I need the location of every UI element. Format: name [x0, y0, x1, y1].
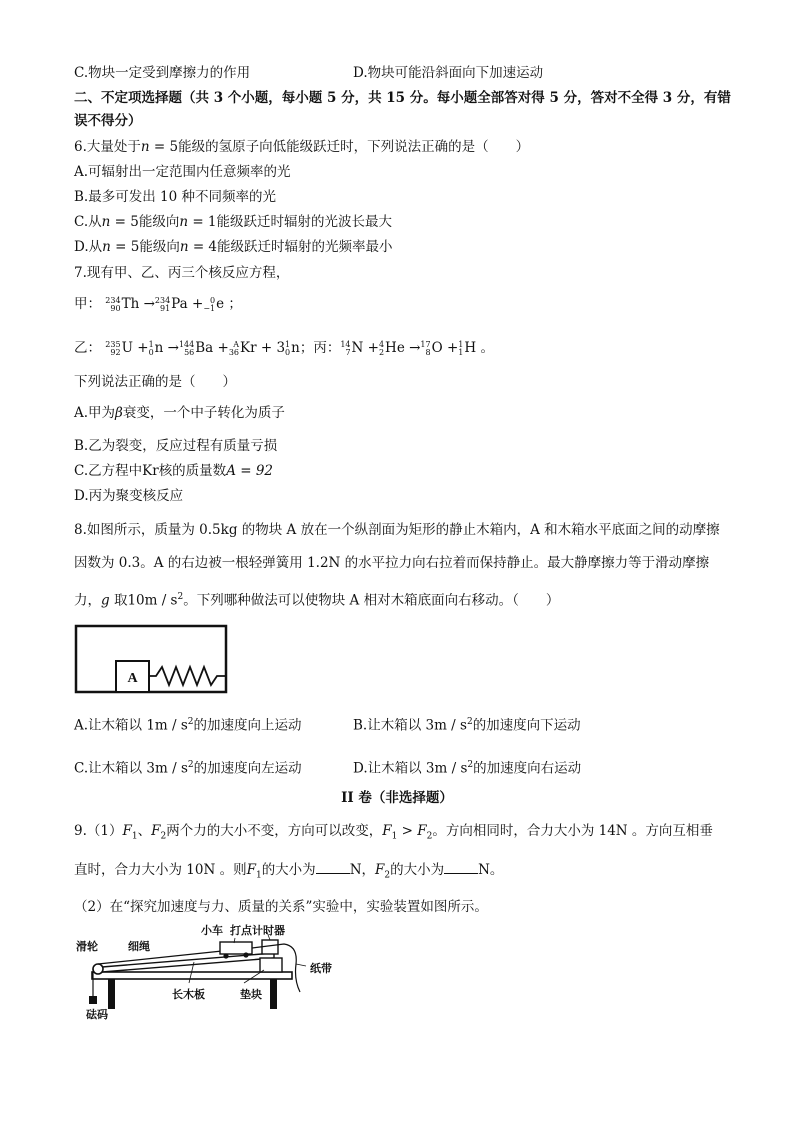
q8-wooden-box-figure	[74, 624, 228, 696]
q8-option-d: D.让木箱以 $3m / s^2$的加速度向右运动	[353, 760, 582, 777]
pulley-wheel	[93, 964, 103, 974]
q8-option-a: A.让木箱以 $1m / s^2$的加速度向上运动	[74, 717, 302, 734]
label-tape: 纸带	[310, 962, 332, 975]
q7-option-d: D.丙为聚变核反应	[74, 488, 184, 504]
cart-body	[220, 942, 252, 954]
q9-line1: $9.(1)F_1$、$F_2$两个力的大小不变，方向可以改变，$F_1 > F_2$。方向相同时，合力大小为 14N 。方向互相垂	[74, 823, 713, 842]
q6-option-a: A.可辐射出一定范围内任意频率的光	[74, 164, 291, 180]
section2-title-line1: 二、不定项选择题（共 3 个小题，每小题 5 分，共 15 分。每小题全部答对得 5 分，答对不全得 3 分，有错	[74, 90, 731, 106]
q7-option-b: B.乙为裂变，反应过程有质量亏损	[74, 438, 278, 454]
q7-equation-jia: 甲： 234 90 Th → 234 91 Pa + 0 −1 e ；	[74, 295, 242, 313]
label-board: 长木板	[172, 988, 205, 1001]
q9-line2: 直时，合力大小为 10N 。则$F_1$的大小为 N，$F_2$的大小为 N。	[74, 862, 504, 881]
q7-stem: 7.现有甲、乙、丙三个核反应方程，	[74, 265, 290, 281]
label-pad: 垫块	[240, 988, 262, 1001]
section2-title-line2: 误不得分）	[74, 113, 142, 129]
table-top	[92, 972, 292, 979]
label-weight: 砝码	[86, 1008, 108, 1021]
q6-option-b: B.最多可发出 10 种不同频率的光	[74, 189, 276, 205]
q6-option-c: C.从n = 5能级向n = 1能级跃迁时辐射的光波长最大	[74, 214, 393, 230]
table-leg-left	[108, 979, 115, 1009]
q8-stem-line2: 因数为 0.3。A 的右边被一根轻弹簧用 1.2N 的水平拉力向右拉着而保持静止。最大静摩擦力等于滑动摩擦	[74, 555, 710, 571]
q5-option-c: C.物块一定受到摩擦力的作用	[74, 65, 251, 81]
label-timer: 打点计时器	[230, 924, 285, 937]
cart-wheel-rear	[243, 952, 248, 957]
table-leg-right	[270, 979, 277, 1009]
answer-blank-f2[interactable]	[444, 861, 478, 874]
q7-option-c: C.乙方程中Kr核的质量数A = 92	[74, 463, 274, 479]
label-rope: 细绳	[128, 940, 150, 953]
block-a-label: A	[127, 671, 138, 686]
q5-option-d: D.物块可能沿斜面向下加速运动	[353, 65, 544, 81]
pad-block	[260, 958, 282, 972]
wooden-box	[76, 626, 226, 692]
answer-blank-f1[interactable]	[316, 861, 350, 874]
q9-apparatus-figure	[74, 920, 334, 1020]
cart-wheel-front	[223, 953, 228, 958]
label-cart: 小车	[201, 924, 223, 937]
q6-option-d: D.从n = 5能级向n = 4能级跃迁时辐射的光频率最小	[74, 239, 393, 255]
q7-equation-yi-bing: 乙： 235 92 U + 1 0 n → 144 56 Ba + A 36 Kr + 3 1 0 n；丙： 14 7 N + 4 2 He → 17 8 O + 1 1 H 。	[74, 339, 494, 357]
q7-option-a: A.甲为β衰变，一个中子转化为质子	[74, 405, 285, 421]
weight-block	[89, 996, 97, 1004]
label-pulley: 滑轮	[76, 940, 98, 953]
q8-option-b: B.让木箱以 $3m / s^2$的加速度向下运动	[353, 717, 581, 734]
q6-stem: 6.大量处于n = 5能级的氢原子向低能级跃迁时，下列说法正确的是（ ）	[74, 139, 530, 155]
q8-stem-line3: 力，g 取$10m / s^2$。下列哪种做法可以使物块 A 相对木箱底面向右移动。（ ）	[74, 592, 560, 609]
q7-ask: 下列说法正确的是（ ）	[74, 374, 236, 390]
spring	[149, 667, 226, 685]
q8-option-c: C.让木箱以 $3m / s^2$的加速度向左运动	[74, 760, 302, 777]
q9-line3: （2）在“探究加速度与力、质量的关系”实验中，实验装置如图所示。	[74, 899, 488, 915]
q8-stem-line1: 8.如图所示，质量为 0.5kg 的物块 A 放在一个纵剖面为矩形的静止木箱内，A 和木箱水平底面之间的动摩擦	[74, 522, 720, 538]
part2-title: II 卷（非选择题）	[341, 790, 453, 806]
